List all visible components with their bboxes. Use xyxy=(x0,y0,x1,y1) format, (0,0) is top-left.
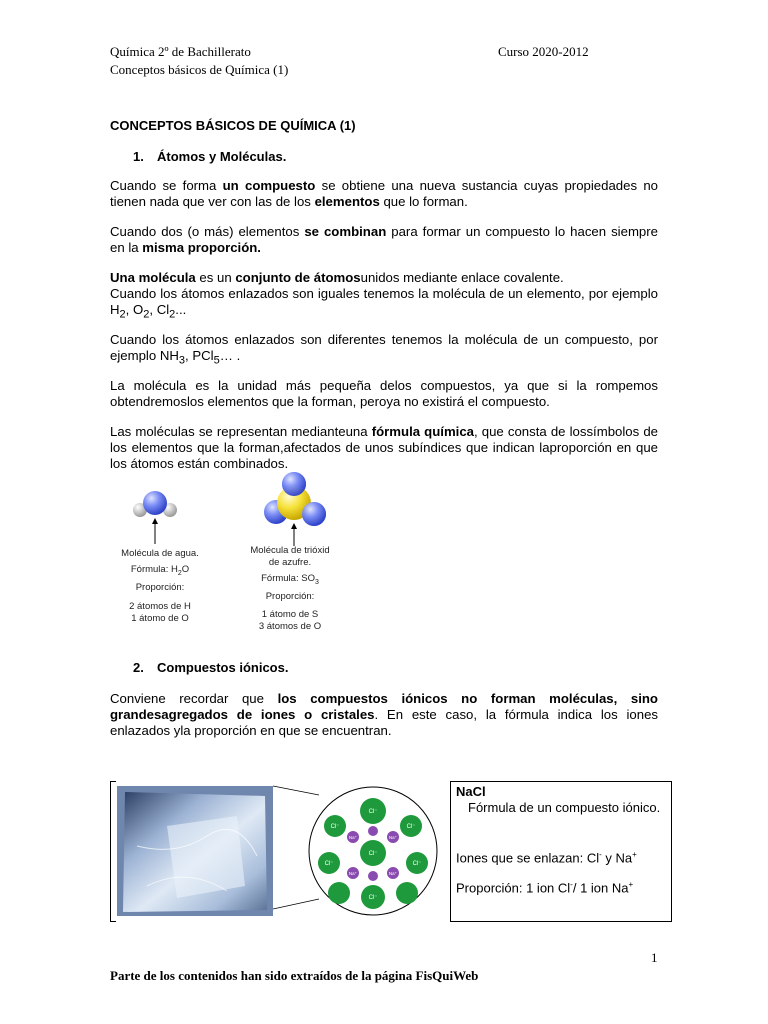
ion-label-cl: Cl⁻ xyxy=(412,861,422,867)
nacl-lattice-zoom xyxy=(273,781,449,922)
ion-label-cl: Cl⁻ xyxy=(368,851,378,857)
paragraph-molecula: Una molécula es un conjunto de átomosunidos mediante enlace covalente. xyxy=(110,270,564,285)
page-number: 1 xyxy=(651,950,658,965)
header-right: Curso 2020-2012 xyxy=(498,44,589,59)
so3-caption: Molécula de trióxid de azufre. Fórmula: $SO_3$ Proporción: 1 átomo de S 3 átomos de O xyxy=(250,545,330,632)
nacl-proportion: Proporción: 1 ion Cl-/ 1 ion Na+ xyxy=(456,880,634,896)
paragraph-formula: Las moléculas se representan medianteuna fórmula química, que consta de lossímbolos de los elementos que la forman,afectados de unos subíndices que indican laproporción en que los átomos están combinados. xyxy=(110,424,658,471)
document-title: CONCEPTOS BÁSICOS DE QUÍMICA (1) xyxy=(110,118,356,133)
water-caption: Molécula de agua. Fórmula: $H_2O$ Proporción: 2 átomos de H 1 átomo de O xyxy=(121,548,199,624)
header-left-line1: Química 2º de Bachillerato xyxy=(110,44,251,59)
paragraph-unidad: La molécula es la unidad más pequeña delos compuestos, ya que si la rompemos obtendremoslos elementos que la forman, peroya no existirá el compuesto. xyxy=(110,378,658,409)
section1-title: Átomos y Moléculas. xyxy=(157,149,287,164)
section2-number: 2. xyxy=(133,660,144,675)
section2-title: Compuestos iónicos. xyxy=(157,660,289,675)
paragraph-compuesto: Cuando se forma un compuesto se obtiene una nueva sustancia cuyas propiedades no tienen nada que ver con las de los elementos que lo forman. xyxy=(110,178,658,209)
nacl-description: Fórmula de un compuesto iónico. xyxy=(468,800,661,815)
ion-label-cl: Cl⁻ xyxy=(324,861,334,867)
ion-label-cl: Cl⁻ xyxy=(368,809,378,815)
section1-number: 1. xyxy=(133,149,144,164)
ion-label-cl: Cl⁻ xyxy=(330,824,340,830)
so3-molecule-icon xyxy=(264,472,326,546)
ion-label-na: Na⁺ xyxy=(388,871,398,876)
water-molecule-icon xyxy=(133,491,177,544)
paragraph-ionicos: Conviene recordar que los compuestos iónicos no forman moléculas, sino grandesagregados de iones o cristales. En este caso, la fórmula indica los iones enlazados yla proporción en que se encuentran. xyxy=(110,691,658,738)
ion-label-na: Na⁺ xyxy=(348,835,358,840)
paragraph-combinan: Cuando dos (o más) elementos se combinan para formar un compuesto lo hacen siempre en la misma proporción. xyxy=(110,224,658,255)
header-left-line2: Conceptos básicos de Química (1) xyxy=(110,62,289,77)
ion-label-cl: Cl⁻ xyxy=(406,824,416,830)
molecule-diagram xyxy=(110,470,350,550)
nacl-title: NaCl xyxy=(456,784,486,799)
footer-note: Parte de los contenidos han sido extraídos de la página FisQuiWeb xyxy=(110,968,479,983)
paragraph-elemento: Cuando los átomos enlazados son iguales tenemos la molécula de un elemento, por ejemplo $H_2$, $O_2$, $Cl_2$... xyxy=(110,286,658,321)
paragraph-compuesto-ejemplo: Cuando los átomos enlazados son diferentes tenemos la molécula de un compuesto, por ejemplo $NH_3$, PCl$_5$… . xyxy=(110,332,658,367)
ion-label-na: Na⁺ xyxy=(388,835,398,840)
salt-crystal-image xyxy=(117,786,273,916)
ion-label-na: Na⁺ xyxy=(348,871,358,876)
nacl-ions: Iones que se enlazan: Cl- y Na+ xyxy=(456,850,637,866)
ion-label-cl: Cl⁻ xyxy=(368,895,378,901)
